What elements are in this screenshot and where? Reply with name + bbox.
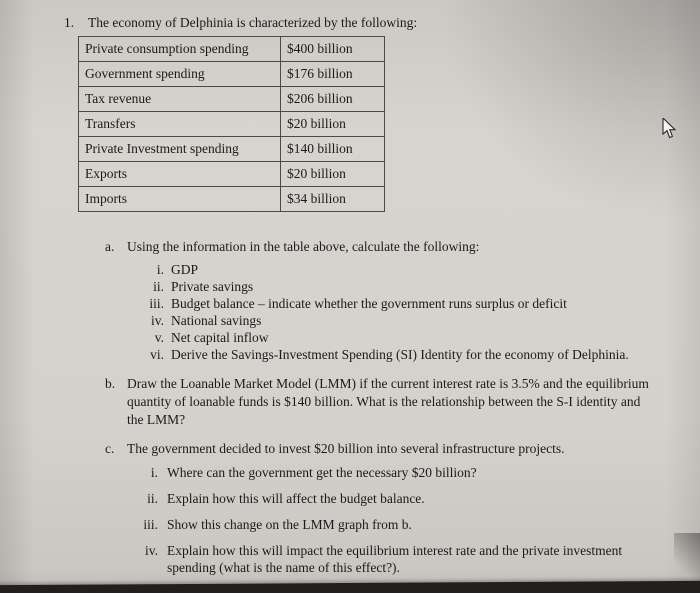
part-c-items <box>128 464 660 576</box>
item-text: Show this change on the LMM graph from b. <box>167 517 412 532</box>
table-cell-value: $34 billion <box>281 187 385 212</box>
part-c-text: The government decided to invest $20 billion into several infrastructure projects. <box>127 441 565 456</box>
table-cell-label: Transfers <box>79 112 281 137</box>
table-cell-label: Government spending <box>79 62 281 87</box>
table-cell-label: Exports <box>79 162 281 187</box>
list-item <box>142 312 660 329</box>
economy-table <box>78 36 385 212</box>
table-row <box>79 87 385 112</box>
item-label: vi. <box>150 347 164 362</box>
mouse-cursor-icon <box>662 118 676 139</box>
item-label: iv. <box>151 313 164 328</box>
part-c <box>105 440 660 458</box>
list-item <box>142 261 660 278</box>
table-row <box>79 37 385 62</box>
item-text: Derive the Savings-Investment Spending (SI) Identity for the economy of Delphinia. <box>171 347 629 362</box>
item-label: i. <box>156 262 164 277</box>
item-text: Explain how this will affect the budget balance. <box>167 491 425 506</box>
item-label: ii. <box>147 491 158 506</box>
part-a-label: a. <box>105 239 115 254</box>
list-item <box>142 295 660 312</box>
part-b <box>105 375 660 429</box>
scan-bottom-edge <box>0 581 700 593</box>
table-cell-value: $206 billion <box>281 87 385 112</box>
list-item <box>142 329 660 346</box>
item-label: iii. <box>149 296 164 311</box>
item-text: Budget balance – indicate whether the government runs surplus or deficit <box>171 296 567 311</box>
item-text: Where can the government get the necessary $20 billion? <box>167 465 477 480</box>
table-cell-label: Private consumption spending <box>79 37 281 62</box>
item-label: iv. <box>145 543 158 558</box>
part-c-label: c. <box>105 441 115 456</box>
table-cell-value: $400 billion <box>281 37 385 62</box>
item-text: Private savings <box>171 279 254 294</box>
table-row <box>79 112 385 137</box>
part-a-text: Using the information in the table above, calculate the following: <box>127 239 480 254</box>
table-row <box>79 137 385 162</box>
table-cell-value: $20 billion <box>281 112 385 137</box>
table-cell-label: Imports <box>79 187 281 212</box>
question-text: The economy of Delphinia is characterized by the following: <box>88 15 418 30</box>
item-text: GDP <box>171 262 199 277</box>
item-label: ii. <box>153 279 164 294</box>
list-item <box>142 346 660 363</box>
list-item <box>142 278 660 295</box>
part-a <box>105 238 660 256</box>
item-text: National savings <box>171 313 262 328</box>
item-text: Explain how this will impact the equilibrium interest rate and the private investment spending (what is the name of this effect?). <box>167 543 623 575</box>
item-label: iii. <box>143 517 158 532</box>
part-b-text: Draw the Loanable Market Model (LMM) if the current interest rate is 3.5% and the equilibrium quantity of loanable funds is $140 billion. What is the relationship between the S-I identity and the LMM? <box>127 376 649 427</box>
part-b-label: b. <box>105 376 116 391</box>
list-item <box>128 490 660 507</box>
table-row <box>79 187 385 212</box>
table-cell-label: Private Investment spending <box>79 137 281 162</box>
part-a-items <box>142 261 660 363</box>
list-item <box>128 464 660 481</box>
item-text: Net capital inflow <box>171 330 269 345</box>
table-row <box>79 62 385 87</box>
table-cell-value: $176 billion <box>281 62 385 87</box>
question-1 <box>64 14 660 32</box>
question-number: 1. <box>64 15 75 30</box>
item-label: v. <box>154 330 164 345</box>
table-row <box>79 162 385 187</box>
table-cell-label: Tax revenue <box>79 87 281 112</box>
table-cell-value: $20 billion <box>281 162 385 187</box>
list-item <box>128 542 660 576</box>
item-label: i. <box>150 465 158 480</box>
table-cell-value: $140 billion <box>281 137 385 162</box>
list-item <box>128 516 660 533</box>
